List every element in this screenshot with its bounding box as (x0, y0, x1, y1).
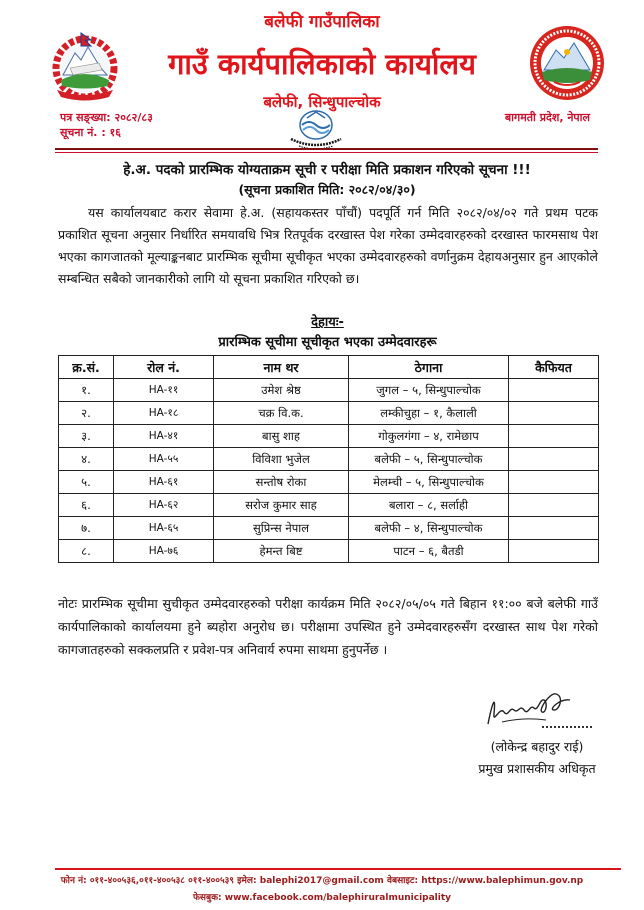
table-row (59, 540, 599, 563)
cell-sn: ५. (59, 471, 114, 494)
cell-remarks (509, 402, 599, 425)
column-header-sn: क्र.सं. (59, 356, 114, 379)
table-header-row (59, 356, 599, 379)
cell-address: पाटन – ६, बैतडी (349, 540, 509, 563)
cell-roll: HA-११ (114, 379, 214, 402)
notice-body: यस कार्यालयबाट करार सेवामा हे.अ. (सहायकस्तर पाँचौं) पदपूर्ति गर्न मिति २०८२/०४/०२ गते प्रथम पटक प्रकाशित सूचना अनुसार निर्धारित समयावधि भित्र रितपूर्वक दरखास्त पेश गरेका उम्मेदवारहरुको दरखास्त फारमसाथ पेश भएका कागजातको मूल्याङ्कनबाट प्रारम्भिक सूचीमा सूचीकृत भएका उम्मेदवारहरुको वर्णानुक्रम देहायअनुसार हुन आएकोले सम्बन्धित सबैको जानकारीको लागि यो सूचना प्रकाशित गरिएको छ। (58, 205, 598, 286)
footer-contact: फोन नं: ०११-४००५३६,०११-४००५३८ ०११-४००५३९ इमेल: balephi2017@gmail.com वेबसाइट: https://www.balephimun.gov.np (60, 876, 584, 886)
cell-name: सुप्रिन्स नेपाल (214, 517, 349, 540)
cell-sn: २. (59, 402, 114, 425)
footer-facebook: फेसबुक: www.facebook.com/balephiruralmunicipality (192, 893, 452, 903)
header-divider (55, 148, 598, 153)
table-row (59, 448, 599, 471)
municipality-logo-icon (528, 24, 606, 102)
cell-sn: ३. (59, 425, 114, 448)
cell-remarks (509, 425, 599, 448)
cell-roll: HA-६५ (114, 517, 214, 540)
table-row (59, 517, 599, 540)
signature-dotted-line (542, 725, 592, 728)
candidate-table (58, 355, 599, 563)
table-row (59, 379, 599, 402)
cell-name: सन्तोष रोका (214, 471, 349, 494)
column-header-name: नाम थर (214, 356, 349, 379)
list-heading-text: देहायः- (311, 315, 344, 330)
cell-sn: ७. (59, 517, 114, 540)
table-row (59, 471, 599, 494)
column-header-remarks: कैफियत (509, 356, 599, 379)
cell-address: बलारा – ८, सर्लाही (349, 494, 509, 517)
table-row (59, 494, 599, 517)
signatory-designation: प्रमुख प्रशासकीय अधिकृत (478, 761, 596, 776)
cell-address: मेलम्ची – ५, सिन्धुपाल्चोक (349, 471, 509, 494)
cell-name: बासु शाह (214, 425, 349, 448)
exam-note: नोटः प्रारम्भिक सूचीमा सुचीकृत उम्मेदवारहरुको परीक्षा कार्यक्रम मिति २०८२/०५/०५ गते बिहान ११:०० बजे बलेफी गाउँ कार्यपालिकाको कार्यालयमा हुने ब्यहोरा अनुरोध छ। परीक्षामा उपस्थित हुने उम्मेदवारहरुसँग दरखास्त साथ पेश गरेको कागजातहरुको सक्कलप्रति र प्रवेश-पत्र अनिवार्य रुपमा साथमा हुनुपर्नेछ । (58, 596, 598, 657)
cell-roll: HA-७६ (114, 540, 214, 563)
municipality-name: बलेफी गाउँपालिका (264, 12, 380, 32)
cell-remarks (509, 494, 599, 517)
office-location: बलेफी, सिन्धुपाल्चोक (263, 93, 381, 111)
cell-name: विविशा भुजेल (214, 448, 349, 471)
cell-sn: १. (59, 379, 114, 402)
cell-name: सरोज कुमार साह (214, 494, 349, 517)
cell-remarks (509, 471, 599, 494)
nepal-coat-of-arms-icon (48, 28, 122, 102)
cell-roll: HA-४१ (114, 425, 214, 448)
cell-name: चक्र वि.क. (214, 402, 349, 425)
notice-published-date: (सूचना प्रकाशित मिति: २०८२/०४/३०) (238, 182, 416, 197)
cell-address: जुगल – ५, सिन्धुपाल्चोक (349, 379, 509, 402)
province-name: बागमती प्रदेश, नेपाल (504, 111, 590, 124)
footer-divider (55, 868, 621, 870)
list-heading (55, 314, 600, 332)
letter-number: पत्र सङ्ख्या: २०८२/८३ (60, 111, 153, 124)
office-name: गाउँ कार्यपालिकाको कार्यालय (168, 47, 476, 81)
cell-sn: ८. (59, 540, 114, 563)
cell-name: उमेश श्रेष्ठ (214, 379, 349, 402)
cell-sn: ६. (59, 494, 114, 517)
column-header-roll: रोल नं. (114, 356, 214, 379)
cell-address: गोकुलगंगा – ४, रामेछाप (349, 425, 509, 448)
cell-remarks (509, 517, 599, 540)
cell-remarks (509, 540, 599, 563)
cell-address: लम्कीचुहा – १, कैलाली (349, 402, 509, 425)
cell-roll: HA-१८ (114, 402, 214, 425)
cell-roll: HA-६१ (114, 471, 214, 494)
list-caption: प्रारम्भिक सूचीमा सूचीकृत भएका उम्मेदवारहरू (218, 335, 437, 350)
cell-remarks (509, 379, 599, 402)
cell-remarks (509, 448, 599, 471)
table-row (59, 425, 599, 448)
office-seal-icon (285, 106, 347, 152)
table-row (59, 402, 599, 425)
cell-sn: ४. (59, 448, 114, 471)
cell-address: बलेफी – ५, सिन्धुपाल्चोक (349, 448, 509, 471)
cell-roll: HA-६२ (114, 494, 214, 517)
candidate-table-body (59, 379, 599, 563)
cell-roll: HA-५५ (114, 448, 214, 471)
cell-name: हेमन्त बिष्ट (214, 540, 349, 563)
notice-number: सूचना नं. : १६ (60, 126, 121, 139)
column-header-address: ठेगाना (349, 356, 509, 379)
notice-title: हे.अ. पदको प्रारम्भिक योग्यताक्रम सूची र परीक्षा मिति प्रकाशन गरिएको सूचना !!! (123, 162, 531, 178)
cell-address: बलेफी – ४, सिन्धुपाल्चोक (349, 517, 509, 540)
signatory-name: (लोकेन्द्र बहादुर राई) (490, 739, 584, 754)
